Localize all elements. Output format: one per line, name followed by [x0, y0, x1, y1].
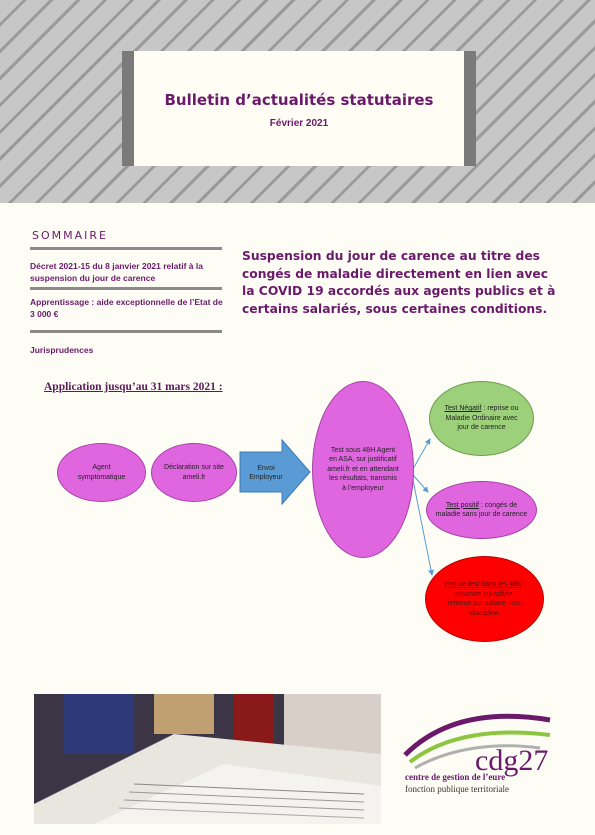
issue-date: Février 2021: [269, 118, 329, 129]
node-test: [312, 381, 414, 558]
negatif-label: Test Négatif: [444, 405, 482, 413]
positif-text: : congés de maladie sans jour de carence: [435, 501, 528, 518]
node-declaration: [151, 443, 237, 502]
decret-photo: [34, 694, 381, 824]
node-negatif-wrap: [442, 404, 522, 433]
node-envoi-text: Envoi Employeur: [249, 464, 283, 481]
photo-illustration: [34, 694, 381, 824]
node-test-text: Test sous 48H Agent en ASA, sur justificatif ameli.fr et en attendant les résultats, transmis à l’employeur: [327, 446, 399, 492]
node-negatif: [429, 381, 534, 456]
logo-line2: fonction publique territoriale: [405, 784, 509, 794]
connector-arrow: [413, 480, 432, 575]
pas-text: : absence injustifiée, retenue sur salaire –ou- discipline: [447, 581, 525, 617]
node-declaration-text: Déclaration sur site ameli.fr: [164, 464, 224, 481]
sommaire-item-decret[interactable]: Décret 2021-15 du 8 janvier 2021 relatif à la suspension du jour de carence: [30, 261, 203, 283]
sommaire-title: SOMMAIRE: [32, 229, 108, 242]
logo-mark: cdg27: [475, 744, 549, 777]
negatif-text: : reprise ou Maladie Ordinaire avec jour de carence: [445, 405, 519, 432]
node-positif: [426, 481, 537, 539]
node-pas-wrap: [443, 580, 527, 618]
node-agent-text: Agent symptomatique: [77, 464, 126, 481]
logo-line1: centre de gestion de l’eure: [405, 772, 506, 782]
main-headline: Suspension du jour de carence au titre des congés de maladie directement en lien avec la COVID 19 accordés aux agents publics et à certains salariés, sous certaines conditions.: [242, 249, 556, 316]
node-positif-wrap: [436, 501, 528, 520]
node-envoi: [246, 458, 286, 488]
node-pas-de-test: [425, 556, 544, 642]
page-title: Bulletin d’actualités statutaires: [164, 91, 434, 109]
sommaire-item-jurisprudences[interactable]: Jurisprudences: [30, 345, 94, 355]
application-label: Application jusqu’au 31 mars 2021 :: [44, 381, 223, 393]
pas-label: Pas de test dans les 48h: [444, 581, 521, 588]
positif-label: Test positif: [445, 501, 479, 509]
sommaire-item-apprentissage[interactable]: Apprentissage : aide exceptionnelle de l’Etat de 3 000 €: [30, 297, 223, 319]
connector-arrow: [413, 439, 430, 469]
node-agent: [57, 443, 146, 502]
